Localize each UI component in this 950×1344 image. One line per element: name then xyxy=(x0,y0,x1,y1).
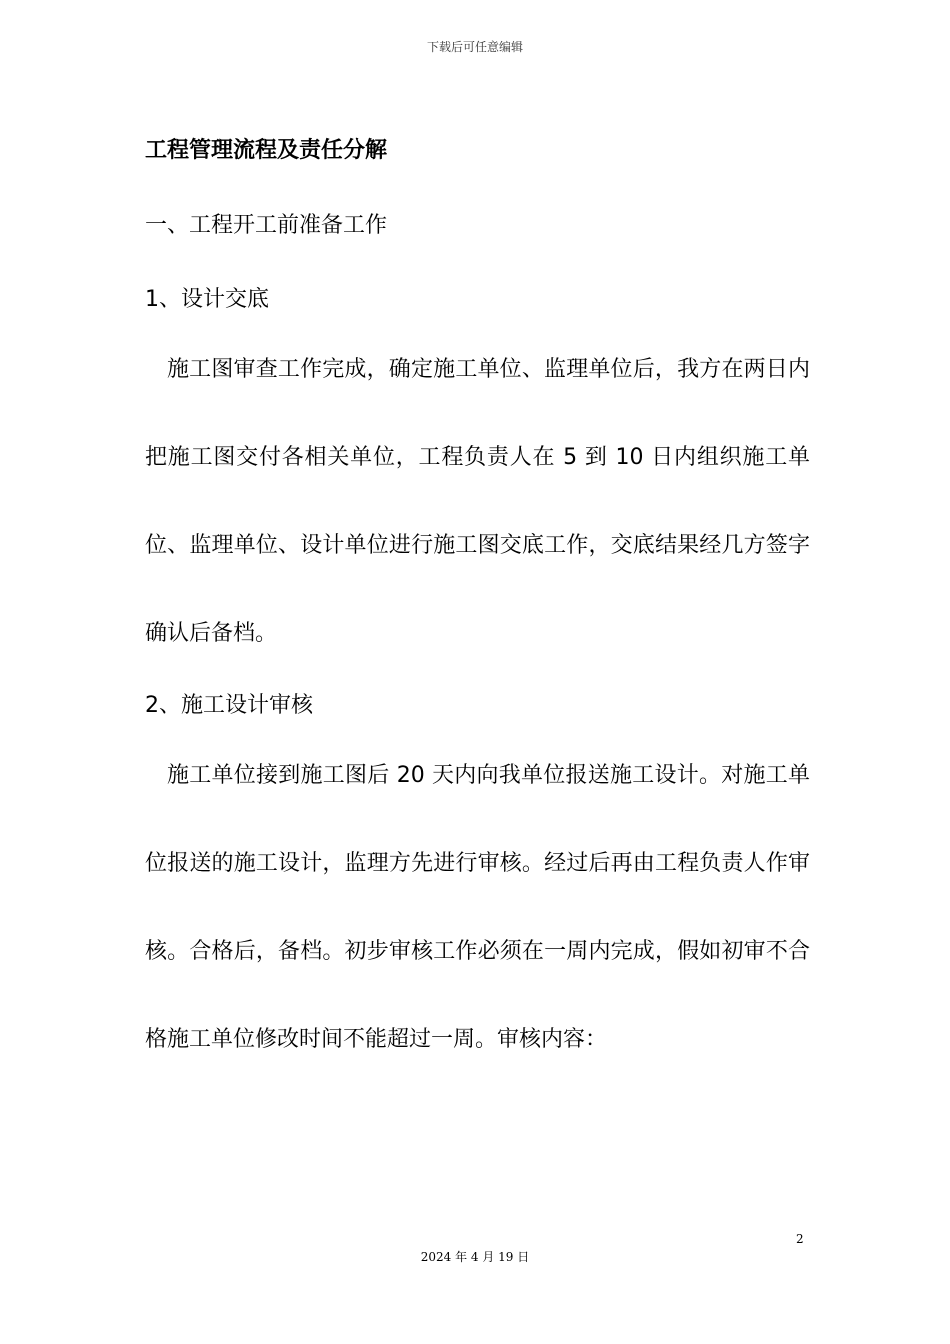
header-note: 下载后可任意编辑 xyxy=(426,40,523,54)
subsection-heading-design-review: 2、施工设计审核 xyxy=(145,693,313,718)
section-heading: 一、工程开工前准备工作 xyxy=(145,213,388,238)
paragraph-design-briefing: 施工图审查工作完成，确定施工单位、监理单位后，我方在两日内把施工图交付各相关单位，工程负责人在 5 到 10 日内组织施工单位、监理单位、设计单位进行施工图交底工作，交底结果经几方签字确认后备档。 xyxy=(145,357,810,646)
document-title: 工程管理流程及责任分解 xyxy=(145,138,388,163)
paragraph-design-review: 施工单位接到施工图后 20 天内向我单位报送施工设计。对施工单位报送的施工设计，监理方先进行审核。经过后再由工程负责人作审核。合格后，备档。初步审核工作必须在一周内完成，假如初审不合格施工单位修改时间不能超过一周。审核内容： xyxy=(145,763,810,1052)
page-number: 2 xyxy=(796,1232,804,1246)
footer-date: 2024 年 4 月 19 日 xyxy=(420,1250,530,1264)
subsection-heading-design-briefing: 1、设计交底 xyxy=(145,287,269,312)
